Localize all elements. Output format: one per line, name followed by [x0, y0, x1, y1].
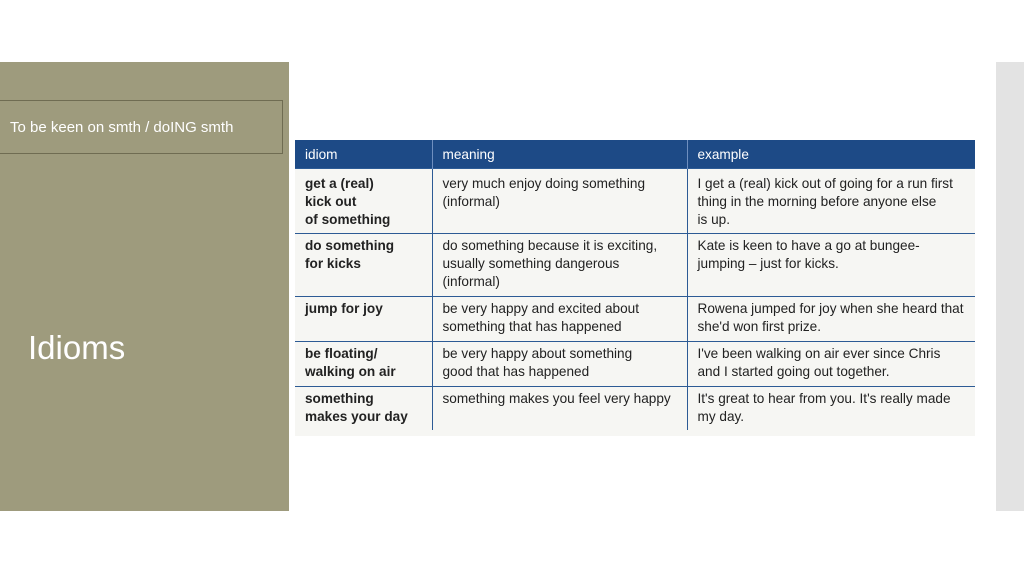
example-cell: Kate is keen to have a go at bungee- jumping – just for kicks.	[687, 234, 975, 297]
meaning-cell: be very happy about something good that has happened	[432, 342, 687, 387]
example-cell: Rowena jumped for joy when she heard that she'd won first prize.	[687, 297, 975, 342]
table-row	[295, 342, 975, 387]
meaning-cell: something makes you feel very happy	[432, 387, 687, 431]
meaning-cell: do something because it is exciting, usually something dangerous (informal)	[432, 234, 687, 297]
slide-title: Idioms	[28, 329, 126, 366]
table-row	[295, 234, 975, 297]
table-row	[295, 169, 975, 234]
example-cell: I've been walking on air ever since Chris and I started going out together.	[687, 342, 975, 387]
idiom-cell: do something for kicks	[295, 234, 432, 297]
header-example: example	[687, 140, 975, 169]
top-band	[0, 0, 1024, 62]
idiom-cell: jump for joy	[295, 297, 432, 342]
idioms-table	[295, 140, 975, 430]
idioms-table-image	[295, 140, 975, 436]
table-row	[295, 387, 975, 431]
table-row	[295, 297, 975, 342]
meaning-cell: be very happy and excited about something that has happened	[432, 297, 687, 342]
header-meaning: meaning	[432, 140, 687, 169]
right-edge-bar	[996, 62, 1024, 511]
meaning-cell: very much enjoy doing something (informal)	[432, 169, 687, 234]
table-header-row	[295, 140, 975, 169]
idiom-cell: be floating/ walking on air	[295, 342, 432, 387]
example-cell: It's great to hear from you. It's really made my day.	[687, 387, 975, 431]
idiom-cell: get a (real) kick out of something	[295, 169, 432, 234]
header-idiom: idiom	[295, 140, 432, 169]
example-cell: I get a (real) kick out of going for a run first thing in the morning before anyone else is up.	[687, 169, 975, 234]
slide-subtitle: To be keen on smth / doING smth	[0, 100, 283, 154]
idiom-cell: something makes your day	[295, 387, 432, 431]
